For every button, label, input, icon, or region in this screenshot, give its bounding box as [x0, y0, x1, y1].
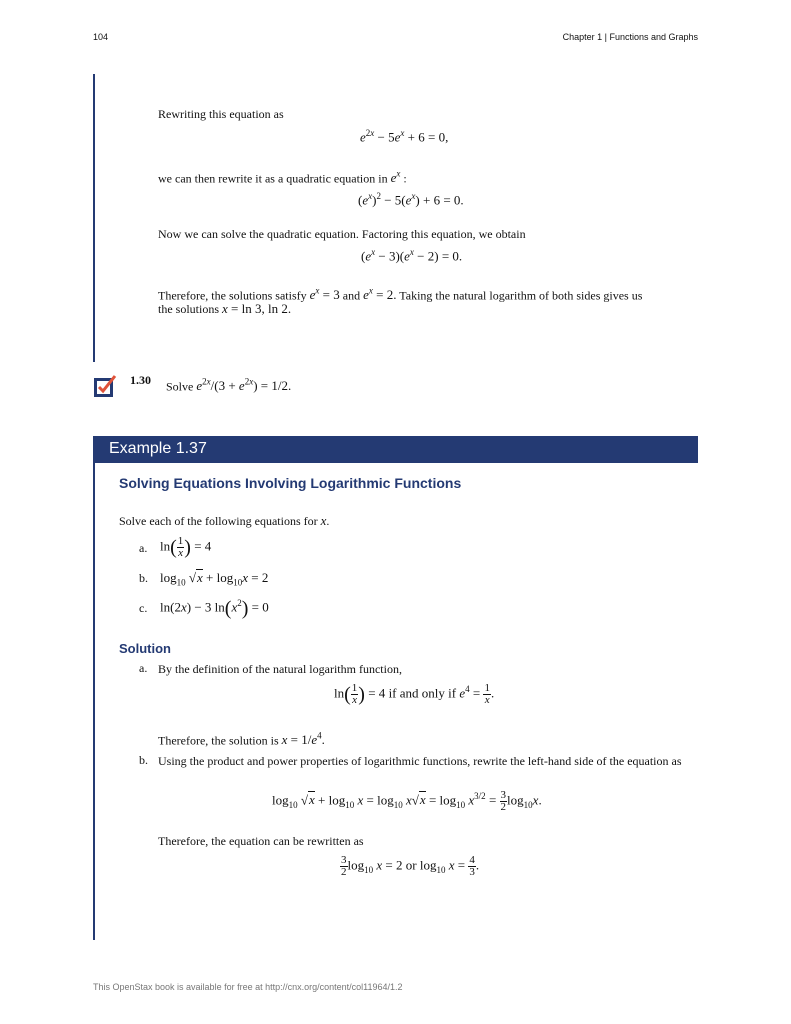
- item-label-a: a.: [139, 541, 148, 555]
- left-margin-bar-top: [93, 74, 95, 362]
- solution-label-a: a.: [139, 661, 148, 675]
- example-header: [93, 436, 698, 463]
- solution-b-equation: $\log_{10} √x + \log_{10} x = \log_{10} x√x = \log_{10} x^{3/2}$ = $\frac{3}{2}$ $\log_{10}x$.: [272, 789, 542, 813]
- paragraph-solutions-2: the solutions x = ln 3, ln 2.: [158, 301, 292, 316]
- paragraph-rewrite: Rewriting this equation as: [158, 107, 284, 121]
- solution-b-text: Using the product and power properties of logarithmic functions, rewrite the left-hand side of the equation as: [158, 754, 682, 768]
- equation-3: $(e^x - 3)(e^x - 2) = 0$.: [361, 247, 463, 264]
- example-title: Example 1.37: [109, 440, 207, 457]
- solution-a-text: By the definition of the natural logarithm function,: [158, 662, 402, 676]
- item-label-b: b.: [139, 571, 148, 585]
- item-equation-c: ln(2x) − 3 $\ln(x^2) = 0$: [160, 597, 269, 620]
- footer-text: This OpenStax book is available for free at http://cnx.org/content/col11964/1.2: [93, 982, 403, 992]
- item-equation-a: ln( $\frac{1}{x}$ ) = 4: [160, 535, 212, 559]
- equation-1: $e^{2x} - 5e^x + 6 = 0$,: [360, 128, 449, 145]
- solution-b-final-equation: $\frac{3}{2}$ $\log_{10} x = 2$ or $\log_{10} x$ = $\frac{4}{3}$ .: [341, 854, 480, 878]
- checkpoint-problem: Solve $e^{2x}/(3 + e^{2x}) = 1/2$.: [166, 377, 292, 394]
- solution-b-conclusion: Therefore, the equation can be rewritten as: [158, 834, 364, 848]
- chapter-title: Chapter 1 | Functions and Graphs: [562, 32, 698, 42]
- solution-label-b: b.: [139, 753, 148, 767]
- page-number: 104: [93, 32, 109, 42]
- solution-a-conclusion: Therefore, the solution is $x = 1/e^4$.: [158, 731, 325, 748]
- item-label-c: c.: [139, 601, 148, 615]
- checkpoint-icon: [93, 374, 117, 398]
- item-equation-b: $\log_{10} √x + \log_{10}x = 2$: [160, 570, 269, 588]
- left-margin-bar-bottom: [93, 463, 95, 940]
- solution-heading: Solution: [119, 641, 171, 656]
- solution-a-equation: ln( $\frac{1}{x}$ ) = 4 if and only if $e^4$ = $\frac{1}{x}$ .: [334, 682, 495, 706]
- paragraph-solutions: Therefore, the solutions satisfy $e^x = 3$ and $e^x = 2$. Taking the natural logarithm of both sides gives us: [158, 286, 643, 303]
- equation-2: $(e^x)^2 - 5(e^x) + 6 = 0$.: [358, 191, 464, 208]
- example-subtitle: Solving Equations Involving Logarithmic Functions: [119, 475, 462, 491]
- paragraph-factoring: Now we can solve the quadratic equation. Factoring this equation, we obtain: [158, 227, 526, 241]
- example-intro: Solve each of the following equations for x.: [119, 513, 330, 528]
- checkpoint-number: 1.30: [130, 373, 151, 387]
- paragraph-quadratic: we can then rewrite it as a quadratic equation in $e^x$ :: [158, 169, 407, 186]
